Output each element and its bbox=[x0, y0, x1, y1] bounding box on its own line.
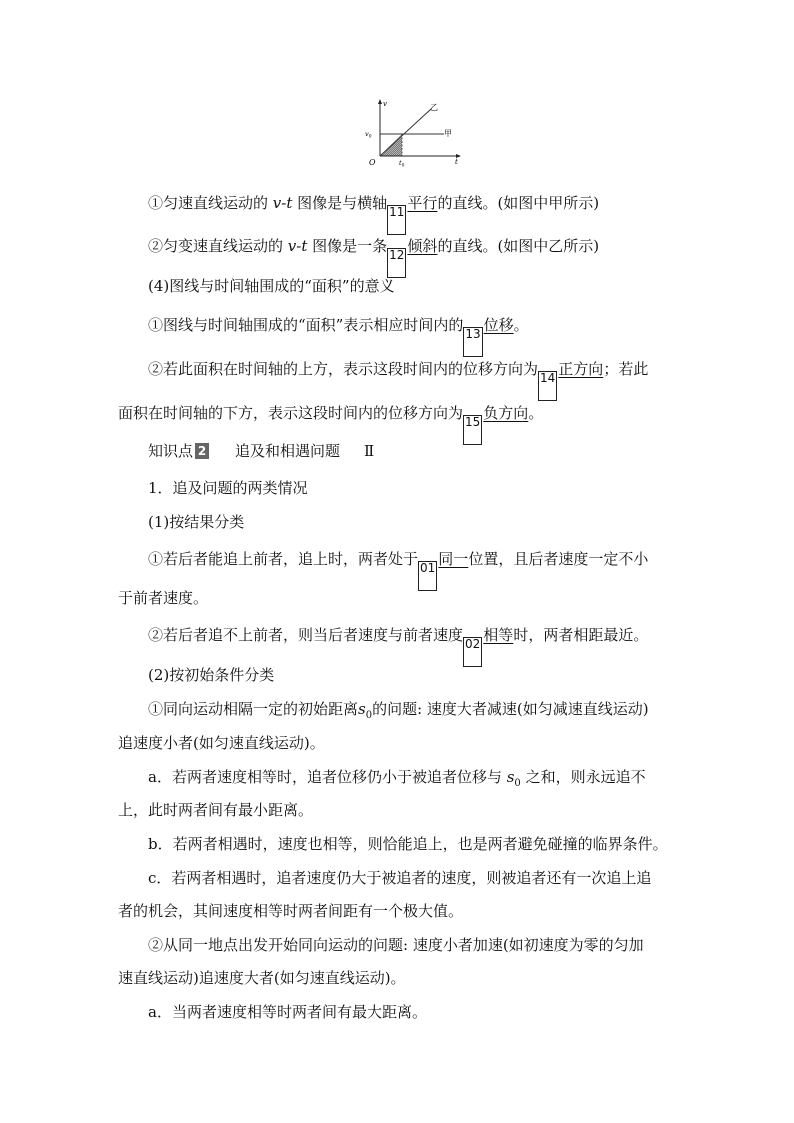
knowledge-point-heading: 知识点 2 追及和相遇问题 Ⅱ bbox=[148, 442, 375, 460]
line-area-above: ②若此面积在时间轴的上方，表示这段时间内的位移方向为 14 正方向；若此 bbox=[148, 359, 688, 401]
case-c-cont: 者的机会，其间速度相等时两者间距有一个极大值。 bbox=[118, 902, 464, 920]
case-b-critical: b．若两者相遇时，速度也相等，则恰能追上，也是两者避免碰撞的临界条件。 bbox=[148, 835, 668, 853]
blank-number-02: 02 bbox=[463, 637, 482, 667]
t0-label: $t_0$ bbox=[399, 159, 405, 169]
subsection-by-initial-condition: (2)按初始条件分类 bbox=[148, 666, 275, 684]
case-a-cont: 上，此时两者间有最小距离。 bbox=[118, 801, 314, 819]
knowledge-point-badge: 2 bbox=[195, 443, 209, 459]
answer-displacement: 位移 bbox=[483, 316, 514, 334]
yi-label: 乙 bbox=[430, 103, 438, 112]
answer-negative-direction: 负方向 bbox=[483, 404, 529, 422]
v0-label: $v_0$ bbox=[365, 130, 372, 140]
line-can-catch-up: ①若后者能追上前者，追上时，两者处于 01 同一位置，且后者速度一定不小 bbox=[148, 549, 688, 591]
line-same-start-point-cont: 速直线运动)追速度大者(如匀速直线运动)。 bbox=[118, 969, 406, 987]
answer-inclined: 倾斜 bbox=[407, 237, 438, 255]
jia-label: 甲 bbox=[444, 129, 452, 138]
line-area-displacement: ①图线与时间轴围成的“面积”表示相应时间内的 13 位移。 bbox=[148, 315, 688, 357]
blank-number-12: 12 bbox=[387, 248, 406, 278]
line-same-direction-distance-cont: 追速度小者(如匀速直线运动)。 bbox=[118, 734, 325, 752]
v-axis-label: v bbox=[383, 100, 387, 108]
section-chase-cases: 1．追及问题的两类情况 bbox=[148, 479, 308, 497]
line-can-catch-up-cont: 于前者速度。 bbox=[118, 589, 209, 607]
blank-number-13: 13 bbox=[463, 327, 482, 357]
answer-parallel: 平行 bbox=[407, 194, 438, 212]
case-c-max-distance: c．若两者相遇时，追者速度仍大于被追者的速度，则被追者还有一次追上追 bbox=[148, 869, 652, 887]
line-same-direction-distance: ①同向运动相隔一定的初始距离$s_0$的问题: 速度大者减速(如匀减速直线运动) bbox=[148, 700, 649, 721]
vt-graph-figure bbox=[362, 96, 466, 170]
heading-area-meaning: (4)图线与时间轴围成的“面积”的意义 bbox=[148, 277, 395, 295]
line-same-start-point: ②从同一地点出发开始同向运动的问题: 速度小者加速(如初速度为零的匀加 bbox=[148, 936, 644, 954]
t-axis-label: t bbox=[455, 158, 458, 166]
case-a-min-distance: a．若两者速度相等时，追者位移仍小于被追者位移与 $s_0$ 之和，则永远追不 bbox=[148, 768, 646, 789]
line-cannot-catch-up: ②若后者追不上前者，则当后者速度与前者速度 02 相等时，两者相距最近。 bbox=[148, 625, 688, 667]
blank-number-14: 14 bbox=[538, 371, 557, 401]
subsection-by-result: (1)按结果分类 bbox=[148, 513, 245, 531]
blank-number-11: 11 bbox=[387, 205, 406, 235]
line-uniform-accel-motion: ②匀变速直线运动的 v-t 图像是一条 12 倾斜的直线。(如图中乙所示) bbox=[148, 236, 688, 278]
blank-number-15: 15 bbox=[463, 415, 482, 445]
answer-positive-direction: 正方向 bbox=[558, 360, 604, 378]
v-axis-arrow bbox=[378, 99, 382, 104]
line-yi bbox=[380, 109, 431, 156]
line-uniform-motion: ①匀速直线运动的 v-t 图像是与横轴 11 平行的直线。(如图中甲所示) bbox=[148, 193, 688, 235]
answer-equal: 相等 bbox=[483, 626, 514, 644]
case-a-max-distance: a．当两者速度相等时两者间有最大距离。 bbox=[148, 1003, 427, 1021]
origin-label: O bbox=[369, 158, 376, 167]
blank-number-01: 01 bbox=[418, 561, 437, 591]
answer-same: 同一 bbox=[438, 550, 469, 568]
line-area-below: 面积在时间轴的下方，表示这段时间内的位移方向为 15 负方向。 bbox=[118, 403, 678, 445]
